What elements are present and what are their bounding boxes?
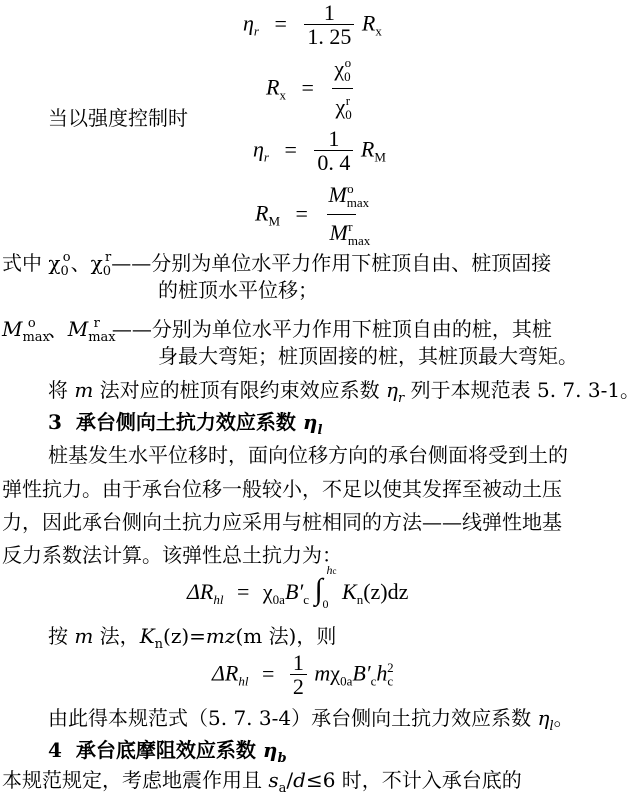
symbol: m: [314, 660, 331, 686]
symbol: K: [342, 579, 357, 604]
symbol: R: [255, 200, 269, 226]
symbol: M: [329, 220, 348, 245]
subscript: a: [278, 781, 287, 796]
superscript: o: [344, 55, 352, 70]
heading-4: [48, 738, 287, 771]
paragraph-derive: [48, 706, 574, 739]
denominator: 0. 4: [314, 150, 353, 175]
text: 本规范规定，考虑地震作用且: [2, 768, 269, 792]
equals: =: [301, 74, 314, 100]
denominator: 2: [290, 674, 307, 699]
text: (z)=: [163, 624, 206, 648]
subscript: c: [332, 566, 337, 576]
separator: 、: [70, 251, 91, 275]
equation-rx: [266, 52, 356, 127]
upper-limit: [327, 563, 337, 578]
superscript: r: [93, 316, 100, 331]
text: 法，: [93, 624, 140, 648]
equation-rm: [255, 178, 371, 253]
subscript: 0: [344, 69, 351, 84]
text-strength-control: 当以强度控制时: [48, 106, 188, 130]
symbol: m: [74, 378, 94, 402]
subscript: r: [398, 391, 405, 406]
subscript: 0: [60, 264, 69, 279]
chi: χ: [335, 94, 346, 119]
symbol: h: [376, 660, 388, 686]
fraction: [325, 178, 371, 253]
symbol: M: [67, 317, 89, 341]
numerator: [325, 178, 370, 214]
symbol: s: [268, 768, 279, 792]
integral: [314, 563, 337, 611]
numerator: 1: [323, 0, 335, 25]
symbol: ΔR: [187, 579, 214, 604]
symbol: η: [537, 706, 550, 730]
text: 由此得本规范式（5. 7. 3-4）承台侧向土抗力效应系数: [48, 706, 538, 730]
chi: χ: [262, 579, 273, 604]
symbol: m: [74, 624, 94, 648]
subscript: l: [317, 423, 323, 438]
paragraph-last: [2, 768, 522, 801]
symbol: M: [328, 182, 347, 207]
subscript: 0a: [272, 592, 285, 607]
superscript: r: [345, 93, 351, 108]
description: 分别为单位水平力作用下桩顶自由、桩顶固接: [151, 251, 552, 275]
subscript: 0: [345, 107, 352, 122]
fraction: [331, 52, 354, 127]
chi: χ: [330, 660, 341, 686]
definition-moment-cont: 身最大弯矩；桩顶固接的桩，其桩顶最大弯矩。: [158, 344, 578, 368]
subscript: c: [303, 592, 309, 607]
definition-chi-cont: 的桩顶水平位移；: [158, 278, 318, 302]
expression: (z)dz: [363, 579, 409, 604]
superscript: 2: [387, 659, 394, 675]
dash: ——: [111, 317, 152, 341]
heading-text: 承台底摩阻效应系数: [75, 738, 263, 762]
subscript: n: [356, 592, 364, 607]
symbol: η: [262, 738, 278, 762]
symbol: M: [2, 317, 23, 341]
symbol: h: [326, 563, 333, 577]
subscript: r: [263, 149, 269, 165]
equals: =: [236, 579, 250, 604]
paragraph-line-2: 弹性抗力。由于承台位移一般较小，不足以使其发挥至被动土压: [2, 477, 562, 501]
numerator: 1: [328, 126, 340, 151]
text: 。: [553, 706, 574, 730]
chi: χ: [334, 56, 345, 81]
symbol: η: [243, 10, 254, 36]
equation-result: [212, 652, 394, 699]
heading-number: 3: [48, 410, 62, 434]
superscript: o: [62, 250, 71, 265]
subscript: max: [346, 195, 370, 210]
text: (m 法)，则: [235, 624, 337, 648]
equation-integral: [187, 563, 409, 611]
description: 分别为单位水平力作用下桩顶自由的桩，其桩: [151, 317, 552, 341]
subscript: x: [279, 87, 286, 103]
text: 将: [48, 378, 75, 402]
dash: ——: [111, 251, 152, 275]
numerator: [331, 52, 354, 88]
subscript: hl: [213, 592, 224, 607]
subscript: hl: [238, 673, 249, 689]
symbol: K: [139, 624, 155, 648]
heading-3: [48, 410, 322, 443]
subscript: c: [370, 673, 377, 689]
superscript: o: [27, 316, 36, 331]
heading-number: 4: [48, 738, 62, 762]
symbol: mz: [205, 624, 236, 648]
symbol: R: [361, 10, 376, 36]
subscript: max: [88, 330, 116, 345]
paragraph-m-method: [48, 378, 640, 411]
paragraph-line-1: 桩基发生水平位移时，面向位移方向的承台侧面将受到土的: [48, 443, 568, 467]
subscript: max: [22, 330, 50, 345]
subscript: r: [253, 23, 259, 39]
text: ≤6 时，不计入承台底的: [305, 768, 522, 792]
equation-eta-r-displacement: [243, 2, 382, 49]
separator: 、: [47, 317, 68, 341]
symbol: χ: [48, 251, 61, 275]
denominator: [332, 88, 353, 127]
paragraph-line-4: 反力系数法计算。该弹性总土抗力为：: [2, 543, 342, 567]
subscript: c: [387, 673, 394, 689]
integral-sign: ∫: [314, 573, 323, 606]
subscript: max: [347, 233, 371, 248]
symbol: η: [253, 136, 264, 162]
fraction: [290, 652, 307, 699]
symbol: R: [360, 136, 375, 162]
subscript: l: [549, 719, 554, 734]
heading-text: 承台侧向土抗力效应系数: [75, 410, 303, 434]
equals: =: [261, 660, 275, 686]
subscript: b: [277, 751, 287, 766]
symbol: η: [302, 410, 318, 434]
subscript: x: [375, 23, 382, 39]
text: /: [286, 768, 294, 792]
symbol: B′: [352, 660, 371, 686]
equation-eta-r-strength: [253, 128, 386, 175]
text: 按: [48, 624, 75, 648]
numerator: 1: [292, 650, 304, 675]
lower-limit: 0: [322, 597, 329, 611]
prefix: 式中: [2, 251, 49, 275]
symbol: B′: [284, 579, 304, 604]
equals: =: [295, 200, 308, 226]
text: 法对应的桩顶有限约束效应系数: [93, 378, 387, 402]
text: 列于本规范表 5. 7. 3-1。: [404, 378, 640, 402]
symbol: χ: [90, 251, 103, 275]
equals: =: [284, 136, 297, 162]
subscript: n: [154, 637, 164, 652]
equals: =: [274, 10, 287, 36]
superscript: o: [347, 181, 354, 196]
symbol: η: [386, 378, 399, 402]
subscript: 0a: [340, 673, 353, 689]
subscript: M: [374, 149, 386, 165]
fraction: [304, 2, 354, 49]
symbol: R: [266, 74, 280, 100]
symbol: d: [293, 768, 306, 792]
superscript: r: [348, 219, 353, 234]
superscript: r: [105, 250, 112, 265]
denominator: 1. 25: [304, 24, 354, 49]
subscript: M: [268, 213, 281, 229]
subscript: 0: [102, 264, 111, 279]
paragraph-line-3: 力，因此承台侧向土抗力应采用与桩相同的方法——线弹性地基: [2, 510, 562, 534]
fraction: [314, 128, 353, 175]
symbol: ΔR: [212, 660, 239, 686]
